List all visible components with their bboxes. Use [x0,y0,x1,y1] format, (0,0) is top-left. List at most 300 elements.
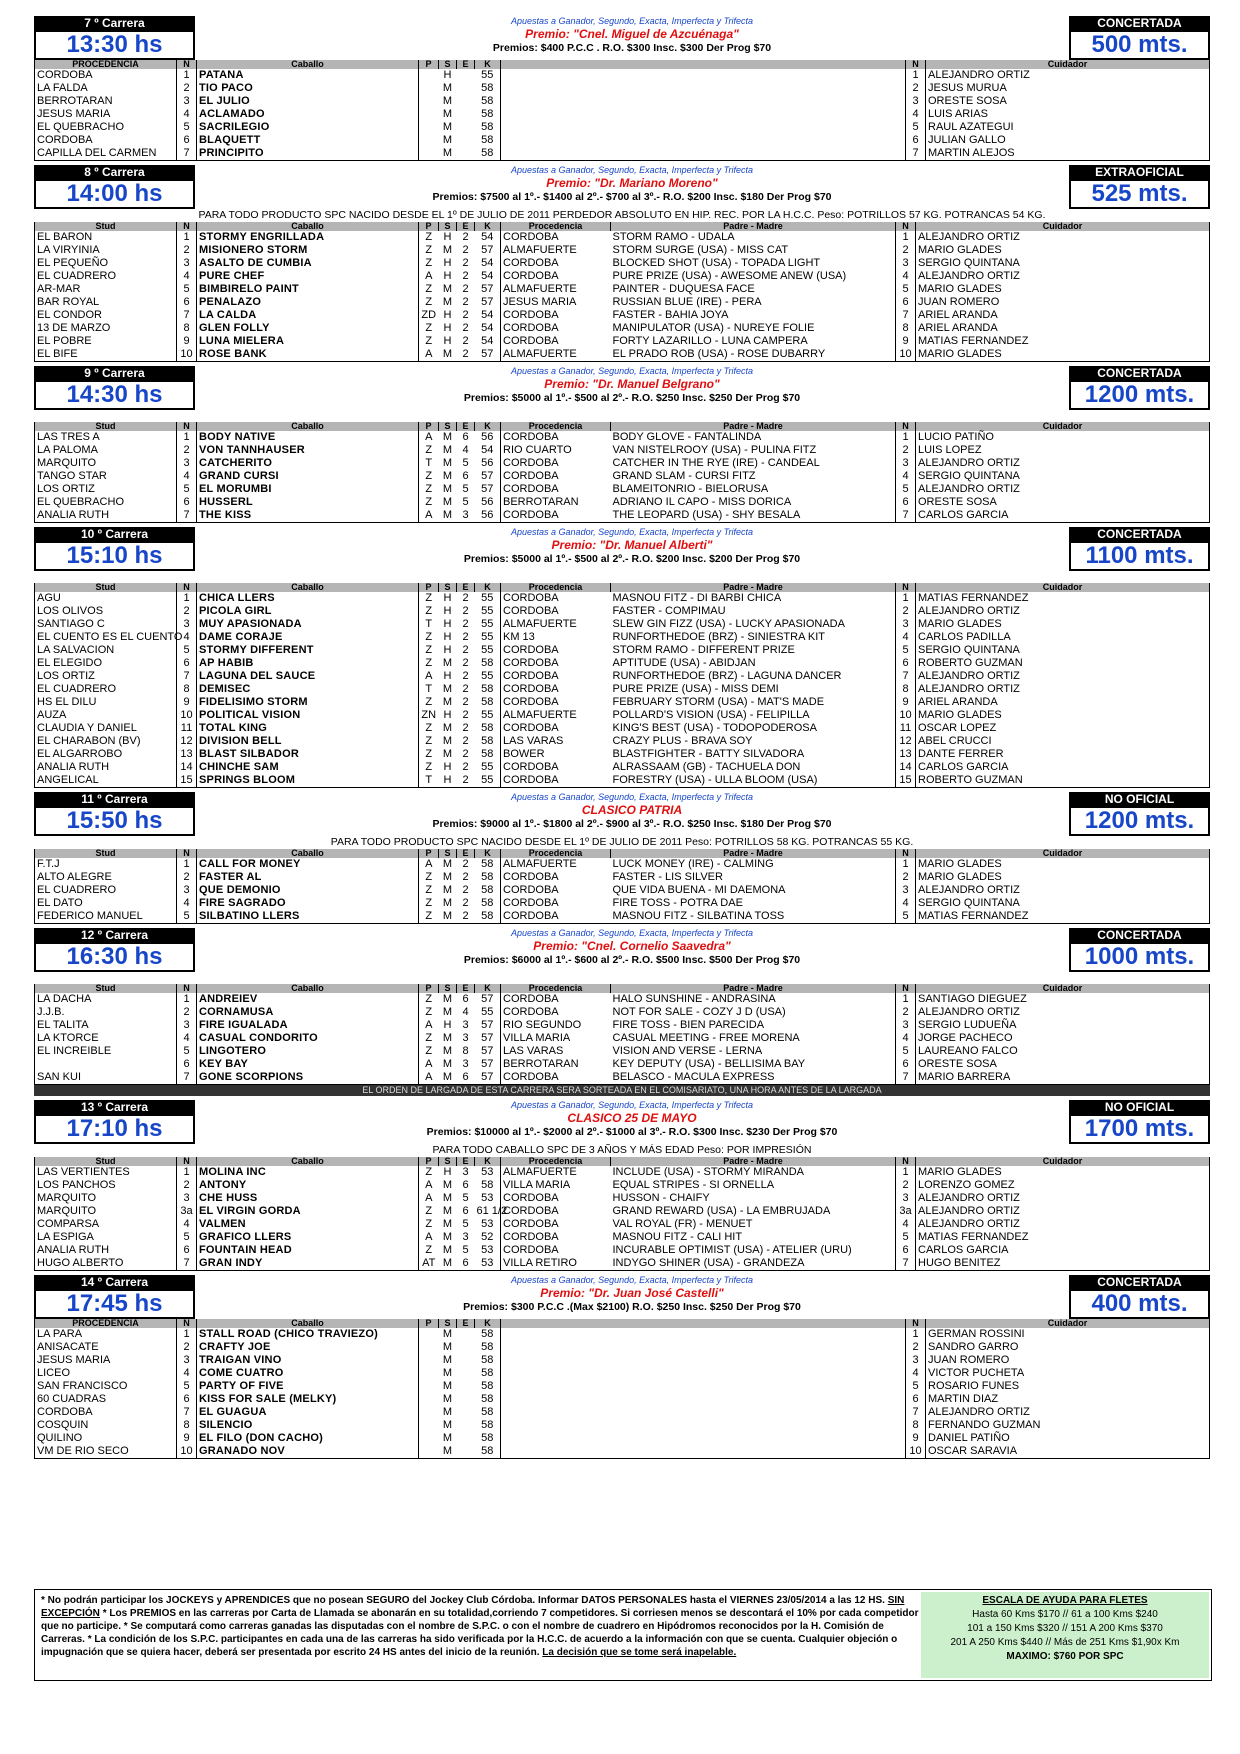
table-row [35,121,1210,134]
age: 2 [462,858,469,870]
origin: RIO SEGUNDO [501,1019,611,1032]
post-number: 7 [906,147,926,161]
post-number: 4 [896,1032,916,1045]
trainer: ALEJANDRO ORTIZ [916,884,1210,897]
horse-name: CRAFTY JOE [197,1341,419,1354]
trainer: MARIO GLADES [916,244,1210,257]
trainer: ALEJANDRO ORTIZ [916,1192,1210,1205]
sire-dam: HUSSON - CHAIFY [612,1192,710,1204]
weight: 58 [481,121,494,133]
weight: 58 [481,657,494,669]
table-row [35,670,1210,683]
age: 2 [462,231,469,243]
stud: EL CUADRERO [35,884,177,897]
sex: M [442,431,453,443]
trainer: MARIO GLADES [916,348,1210,362]
sire-dam: EQUAL STRIPES - SI ORNELLA [612,1179,775,1191]
weight: 58 [481,1419,494,1431]
freight-scale-line: 101 a 150 Kms $320 // 151 A 200 Kms $370 [967,1623,1163,1634]
weight: 54 [481,335,494,347]
race-info [202,792,1062,831]
column-header: Cuidador [926,1319,1210,1328]
sex: M [442,1419,453,1431]
coat-p: A [419,858,439,871]
sex: M [439,348,457,362]
origin: CORDOBA [501,657,611,670]
coat-p [419,121,439,134]
age: 2 [462,309,469,321]
race-distance: 1200 mts. [1069,806,1210,836]
post-number: 2 [896,605,916,618]
post-number: 5 [177,644,197,657]
post-number: 10 [177,1445,197,1459]
weight: 58 [481,722,494,734]
sire-dam: BLASTFIGHTER - BATTY SILVADORA [612,748,805,760]
column-header: E [457,60,475,69]
post-number: 1 [896,993,916,1006]
sex: M [442,1205,453,1217]
stud: EL TALITA [35,1019,177,1032]
prize-name: Premio: "Dr. Manuel Alberti" [551,538,713,552]
origin [501,69,861,82]
sex: H [443,761,452,773]
post-number: 6 [896,296,916,309]
horse-name: KISS FOR SALE (MELKY) [197,1393,419,1406]
horse-name: QUE DEMONIO [197,884,419,897]
stud: LAS TRES A [35,431,177,444]
age: 6 [462,431,469,443]
table-row [35,1354,1210,1367]
post-number: 14 [177,761,197,774]
entries-table [34,222,1210,362]
sex: H [443,618,452,630]
weight: 58 [481,1354,494,1366]
race-block [34,366,1210,527]
bet-types: Apuestas a Ganador, Segundo, Exacta, Imperfecta y Trifecta [511,1275,753,1285]
weight: 55 [481,709,494,721]
stud: TANGO STAR [35,470,177,483]
sire-dam: RUSSIAN BLUE (IRE) - PERA [612,296,762,308]
coat-p: Z [419,444,439,457]
horse-name: CASUAL CONDORITO [197,1032,419,1045]
table-row [35,1192,1210,1205]
table-row [35,618,1210,631]
horse-name: LINGOTERO [197,1045,419,1058]
weight: 57 [481,1019,494,1031]
freight-scale-title: ESCALA DE AYUDA PARA FLETES [982,1595,1148,1606]
column-header: K [475,849,501,858]
bet-types: Apuestas a Ganador, Segundo, Exacta, Imperfecta y Trifecta [511,527,753,537]
age: 2 [462,657,469,669]
table-row [35,335,1210,348]
horse-name: STORMY ENGRILLADA [197,231,419,244]
post-number: 7 [177,309,197,322]
race-header [34,366,1210,410]
horse-name: LA CALDA [197,309,419,322]
age: 2 [462,618,469,630]
post-number: 5 [896,283,916,296]
horse-name: LUNA MIELERA [197,335,419,348]
trainer: LUIS ARIAS [926,108,1210,121]
origin: CORDOBA [501,683,611,696]
sex: M [442,696,453,708]
weight: 53 [481,1244,494,1256]
column-header: Caballo [197,222,419,231]
weight: 58 [481,884,494,896]
coat-p: Z [419,592,439,605]
post-number: 6 [177,496,197,509]
horse-name: ACLAMADO [197,108,419,121]
table-row [35,322,1210,335]
stud: EL CONDOR [35,309,177,322]
column-header: Procedencia [501,1157,611,1166]
origin: CORDOBA [501,322,611,335]
coat-p: Z [419,283,439,296]
sire-dam: VAN NISTELROOY (USA) - PULINA FITZ [612,444,817,456]
origin: ALMAFUERTE [501,348,611,362]
coat-p [419,1419,439,1432]
column-header: K [475,984,501,993]
trainer: HUGO BENITEZ [916,1257,1210,1271]
age [457,1341,475,1354]
post-number: 9 [177,335,197,348]
footer-text [41,1594,921,1659]
weight: 55 [481,69,494,81]
origin: CORDOBA [501,774,611,788]
stud: SAN FRANCISCO [35,1380,177,1393]
sex: M [442,296,453,308]
race-number: 12 º Carrera [34,928,195,942]
horse-name: PARTY OF FIVE [197,1380,419,1393]
origin [501,108,861,121]
origin: ALMAFUERTE [501,858,611,871]
weight: 58 [481,95,494,107]
table-header-row [35,849,1210,858]
post-number: 1 [177,431,197,444]
race-header [34,16,1210,60]
coat-p: Z [419,722,439,735]
sire-dam: VISION AND VERSE - LERNA [612,1045,763,1057]
post-number: 7 [177,670,197,683]
race-number: 14 º Carrera [34,1275,195,1289]
post-number: 6 [177,1244,197,1257]
prize-name: Premio: "Dr. Manuel Belgrano" [544,377,720,391]
origin: ALMAFUERTE [501,709,611,722]
table-row [35,993,1210,1006]
race-distance: 400 mts. [1069,1289,1210,1319]
age [457,1328,475,1341]
horse-name: MISIONERO STORM [197,244,419,257]
race-block [34,16,1210,165]
stud: LOS OLIVOS [35,605,177,618]
post-number: 4 [177,1367,197,1380]
column-header: N [896,1157,916,1166]
stud: CLAUDIA Y DANIEL [35,722,177,735]
age: 3 [462,1019,469,1031]
table-row [35,884,1210,897]
origin: ALMAFUERTE [501,283,611,296]
column-header: N [896,849,916,858]
weight: 58 [481,108,494,120]
sire-dam [861,1406,906,1419]
coat-p: Z [419,483,439,496]
column-header: N [177,583,197,592]
age: 2 [462,283,469,295]
horse-name: LAGUNA DEL SAUCE [197,670,419,683]
column-header: S [439,1319,457,1328]
sex: H [443,709,452,721]
table-row [35,134,1210,147]
coat-p: Z [419,1006,439,1019]
sire-dam: APTITUDE (USA) - ABIDJAN [612,657,756,669]
sex: M [442,1432,453,1444]
sire-dam: MASNOU FITZ - SILBATINA TOSS [611,910,896,924]
trainer: ORESTE SOSA [926,95,1210,108]
post-number: 4 [896,1218,916,1231]
weight: 54 [481,231,494,243]
origin: LAS VARAS [501,735,611,748]
trainer: JULIAN GALLO [926,134,1210,147]
stud: LA FALDA [35,82,177,95]
trainer: ALEJANDRO ORTIZ [916,683,1210,696]
weight: 57 [475,348,501,362]
age: 6 [462,1205,469,1217]
column-header: E [457,1319,475,1328]
horse-name: GRAND CURSI [197,470,419,483]
column-header: N [177,849,197,858]
sire-dam: FEBRUARY STORM (USA) - MAT'S MADE [612,696,825,708]
trainer: OSCAR LOPEZ [916,722,1210,735]
table-row [35,1071,1210,1085]
trainer: CARLOS PADILLA [916,631,1210,644]
table-row [35,509,1210,523]
trainer: ARIEL ARANDA [916,322,1210,335]
horse-name: CATCHERITO [197,457,419,470]
race-time: 17:10 hs [34,1114,195,1144]
coat-p: AT [419,1257,439,1271]
post-number: 10 [896,709,916,722]
post-number: 3 [177,457,197,470]
post-number: 5 [177,483,197,496]
column-header: Padre - Madre [611,222,896,231]
origin [501,1354,861,1367]
age: 2 [462,761,469,773]
horse-name: GLEN FOLLY [197,322,419,335]
weight: 55 [481,1006,494,1018]
race-info [202,527,1062,566]
origin: LAS VARAS [501,1045,611,1058]
sire-dam [861,95,906,108]
age: 2 [462,696,469,708]
horse-name: STALL ROAD (CHICO TRAVIEZO) [197,1328,419,1341]
horse-name: TOTAL KING [197,722,419,735]
stud: ANALIA RUTH [35,761,177,774]
origin: VILLA MARIA [501,1179,611,1192]
stud: COMPARSA [35,1218,177,1231]
column-header: Cuidador [916,1157,1210,1166]
trainer: ALEJANDRO ORTIZ [916,605,1210,618]
stud: CORDOBA [35,1406,177,1419]
sex: M [442,121,453,133]
post-number: 5 [896,910,916,924]
sex: H [443,670,452,682]
trainer: DANIEL PATIÑO [926,1432,1210,1445]
column-header: Cuidador [926,60,1210,69]
table-row [35,774,1210,788]
weight: 55 [481,644,494,656]
column-header: Caballo [197,849,419,858]
weight: 58 [481,1432,494,1444]
column-header: Caballo [197,583,419,592]
prize-amounts: Premios: $10000 al 1º.- $2000 al 2º.- $1000 al 3º.- R.O. $300 Insc. $230 Der Prog $70 [426,1126,838,1138]
trainer: MARIO GLADES [916,1166,1210,1179]
post-number: 10 [177,709,197,722]
post-number: 12 [177,735,197,748]
sex: M [442,1341,453,1353]
race-note: EL ORDEN DE LARGADA DE ESTA CARRERA SERA SORTEADA EN EL COMISARIATO, UNA HORA ANTES DE LA LARGADA [34,1085,1210,1096]
race-status: CONCERTADA [1069,928,1210,942]
sire-dam [861,108,906,121]
coat-p: Z [419,1045,439,1058]
post-number: 6 [177,1058,197,1071]
sex: M [439,1257,457,1271]
horse-name: ASALTO DE CUMBIA [197,257,419,270]
column-header: P [419,60,439,69]
weight: 58 [481,1179,494,1191]
sex: M [442,897,453,909]
sex: M [442,884,453,896]
race-time: 13:30 hs [34,30,195,60]
sex: M [439,1071,457,1085]
stud: LOS ORTIZ [35,670,177,683]
trainer: ALEJANDRO ORTIZ [916,1006,1210,1019]
table-row [35,1406,1210,1419]
origin: RIO CUARTO [501,444,611,457]
stud: BAR ROYAL [35,296,177,309]
horse-name: POLITICAL VISION [197,709,419,722]
age [457,121,475,134]
sire-dam: INCURABLE OPTIMIST (USA) - ATELIER (URU) [612,1244,852,1256]
sire-dam: LUCK MONEY (IRE) - CALMING [612,858,774,870]
stud: EL CUADRERO [35,683,177,696]
post-number: 2 [177,1341,197,1354]
post-number: 3 [177,884,197,897]
weight: 58 [481,134,494,146]
weight: 57 [475,1071,501,1085]
horse-name: CHICA LLERS [197,592,419,605]
post-number: 5 [906,121,926,134]
stud: EL CUADRERO [35,270,177,283]
sex: M [442,1045,453,1057]
post-number: 9 [177,1432,197,1445]
weight: 57 [481,1032,494,1044]
sire-dam: PURE PRIZE (USA) - AWESOME ANEW (USA) [612,270,847,282]
age: 2 [462,670,469,682]
stud: FEDERICO MANUEL [35,910,177,924]
origin: CORDOBA [501,897,611,910]
coat-p: A [419,1058,439,1071]
entries-table [34,1157,1210,1271]
column-header: E [457,984,475,993]
post-number: 5 [177,1231,197,1244]
post-number: 12 [896,735,916,748]
prize-name: Premio: "Cnel. Cornelio Saavedra" [533,939,731,953]
sex: M [442,1328,453,1340]
post-number: 2 [896,1179,916,1192]
horse-name: SILENCIO [197,1419,419,1432]
trainer: MARIO GLADES [916,858,1210,871]
entries-table [34,849,1210,924]
race-distance: 500 mts. [1069,30,1210,60]
sex: M [442,993,453,1005]
weight: 58 [481,1328,494,1340]
coat-p: A [419,1179,439,1192]
column-header: Stud [35,984,177,993]
sex: M [442,858,453,870]
sire-dam: MANIPULATOR (USA) - NUREYE FOLIE [612,322,815,334]
trainer: ARIEL ARANDA [916,309,1210,322]
race-header [34,792,1210,836]
race-time: 16:30 hs [34,942,195,972]
sire-dam: PURE PRIZE (USA) - MISS DEMI [612,683,779,695]
horse-name: CHE HUSS [197,1192,419,1205]
column-header: Caballo [197,1157,419,1166]
origin: CORDOBA [501,457,611,470]
stud: LA PALOMA [35,444,177,457]
origin: CORDOBA [501,993,611,1006]
weight: 58 [481,1341,494,1353]
weight: 53 [481,1166,494,1178]
column-header: E [457,583,475,592]
trainer: ALEJANDRO ORTIZ [916,231,1210,244]
table-row [35,1328,1210,1341]
race-number: 8 º Carrera [34,165,195,179]
post-number: 7 [896,670,916,683]
origin: CORDOBA [501,1006,611,1019]
table-row [35,257,1210,270]
origin: CORDOBA [501,670,611,683]
age: 2 [457,910,475,924]
table-row [35,82,1210,95]
table-header-row [35,422,1210,431]
trainer: JORGE PACHECO [916,1032,1210,1045]
stud: LA VIRYINIA [35,244,177,257]
column-header: S [439,984,457,993]
table-row [35,496,1210,509]
age [457,1367,475,1380]
post-number: 9 [896,696,916,709]
trainer: ORESTE SOSA [916,496,1210,509]
weight: 58 [481,897,494,909]
origin [501,1445,861,1459]
origin [501,1341,861,1354]
sire-dam: CATCHER IN THE RYE (IRE) - CANDEAL [612,457,820,469]
weight: 58 [475,1445,501,1459]
trainer: CARLOS GARCIA [916,1244,1210,1257]
coat-p [419,1328,439,1341]
coat-p: Z [419,257,439,270]
age [457,1445,475,1459]
sire-dam: RUNFORTHEDOE (BRZ) - SINIESTRA KIT [612,631,825,643]
table-row [35,1341,1210,1354]
weight: 57 [481,296,494,308]
trainer: FERNANDO GUZMAN [926,1419,1210,1432]
column-header: N [896,984,916,993]
post-number: 4 [177,108,197,121]
weight: 57 [481,993,494,1005]
horse-name: PENALAZO [197,296,419,309]
origin: CORDOBA [501,910,611,924]
